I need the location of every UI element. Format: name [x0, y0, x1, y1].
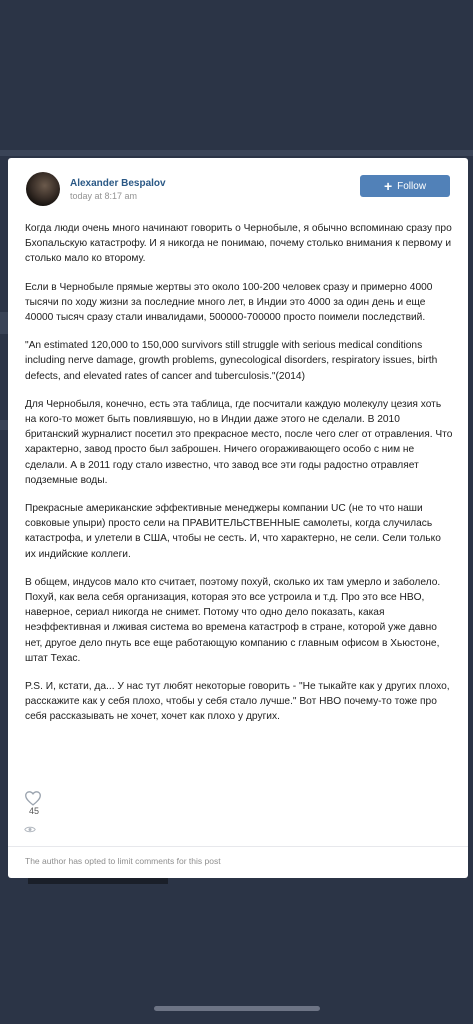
background-header-strip	[0, 150, 473, 156]
like-count: 45	[29, 806, 40, 816]
post-paragraph: "An estimated 120,000 to 150,000 survivors still struggle with serious medical conditions including nerve damage, growth problems, gynecological disorders, respiratory issues, birth defects, and elevated rates of cancer and tuberculosis."(2014)	[25, 340, 438, 382]
avatar[interactable]	[26, 172, 60, 206]
post-paragraph: Для Чернобыля, конечно, есть эта таблица, где посчитали каждую молекулу цезия хоть на кого-то может быть повлиявшую, но в Индии даже этого не сделали. В 2010 британский журналист посетил это прекрасное место, после чего слег от отравления. Что характерно, завод просто был заброшен. Ничего огораживающего особо с ним не сделали. А в 2011 году стало известно, что завод все эти годы радостно отравляет подземные воды.	[25, 398, 453, 486]
post-text	[25, 221, 453, 738]
home-indicator[interactable]	[154, 1006, 320, 1011]
follow-button[interactable]	[360, 175, 450, 197]
background-image-remnant	[28, 878, 168, 884]
post-timestamp: today at 8:17 am	[70, 191, 138, 201]
post-paragraph: Если в Чернобыле прямые жертвы это около 100-200 человек сразу и примерно 4000 тысячи по ходу жизни за последние много лет, в Индии это 4000 за один день и еще 40000 тысяч сразу стали инвалидами, 500000-700000 просто поимели последствий.	[25, 281, 433, 324]
author-name[interactable]: Alexander Bespalov	[70, 178, 166, 189]
divider	[8, 846, 468, 847]
heart-icon[interactable]	[24, 790, 42, 806]
background-side-tab	[0, 420, 8, 430]
background-side-tab	[0, 312, 8, 334]
follow-label: Follow	[397, 180, 427, 192]
post-paragraph: Когда люди очень много начинают говорить о Чернобыле, я обычно вспоминаю сразу про Бхопальскую катастрофу. И я никогда не понимаю, почему столько внимания к первому и столько мало ко второму.	[25, 223, 452, 265]
post-paragraph: В общем, индусов мало кто считает, поэтому похуй, сколько их там умерло и заболело. Похуй, как вела себя организация, которая это все устроила и т.д. Про это все HBO, наверное, сериал никогда не снимет. Потому что одно дело показать, какая неэффективная и лживая система во времена катастроф в стране, которой уже давно нет, другое дело пнуть все еще работающую компанию с главным офисом в Хьюстоне, штат Техас.	[25, 576, 441, 664]
post-card	[8, 158, 468, 878]
plus-icon: +	[383, 178, 393, 194]
comments-disabled-note: The author has opted to limit comments for this post	[25, 856, 221, 866]
eye-icon	[24, 825, 36, 834]
post-paragraph: Прекрасные американские эффективные менеджеры компании UC (не то что наши совковые упыри) просто сели на ПРАВИТЕЛЬСТВЕННЫЕ самолеты, когда случилась катастрофа, и улетели в США, чтобы не сесть. И, что характерно, не сели. Сели только их индийские коллеги.	[25, 503, 441, 560]
post-paragraph: P.S. И, кстати, да... У нас тут любят некоторые говорить - "Не тыкайте как у других плохо, расскажите как у себя плохо, чтобы у себя стало лучше." Вот HBO почему-то тоже про себя рассказывать не хочет, хочет как плохо у других.	[25, 681, 450, 723]
